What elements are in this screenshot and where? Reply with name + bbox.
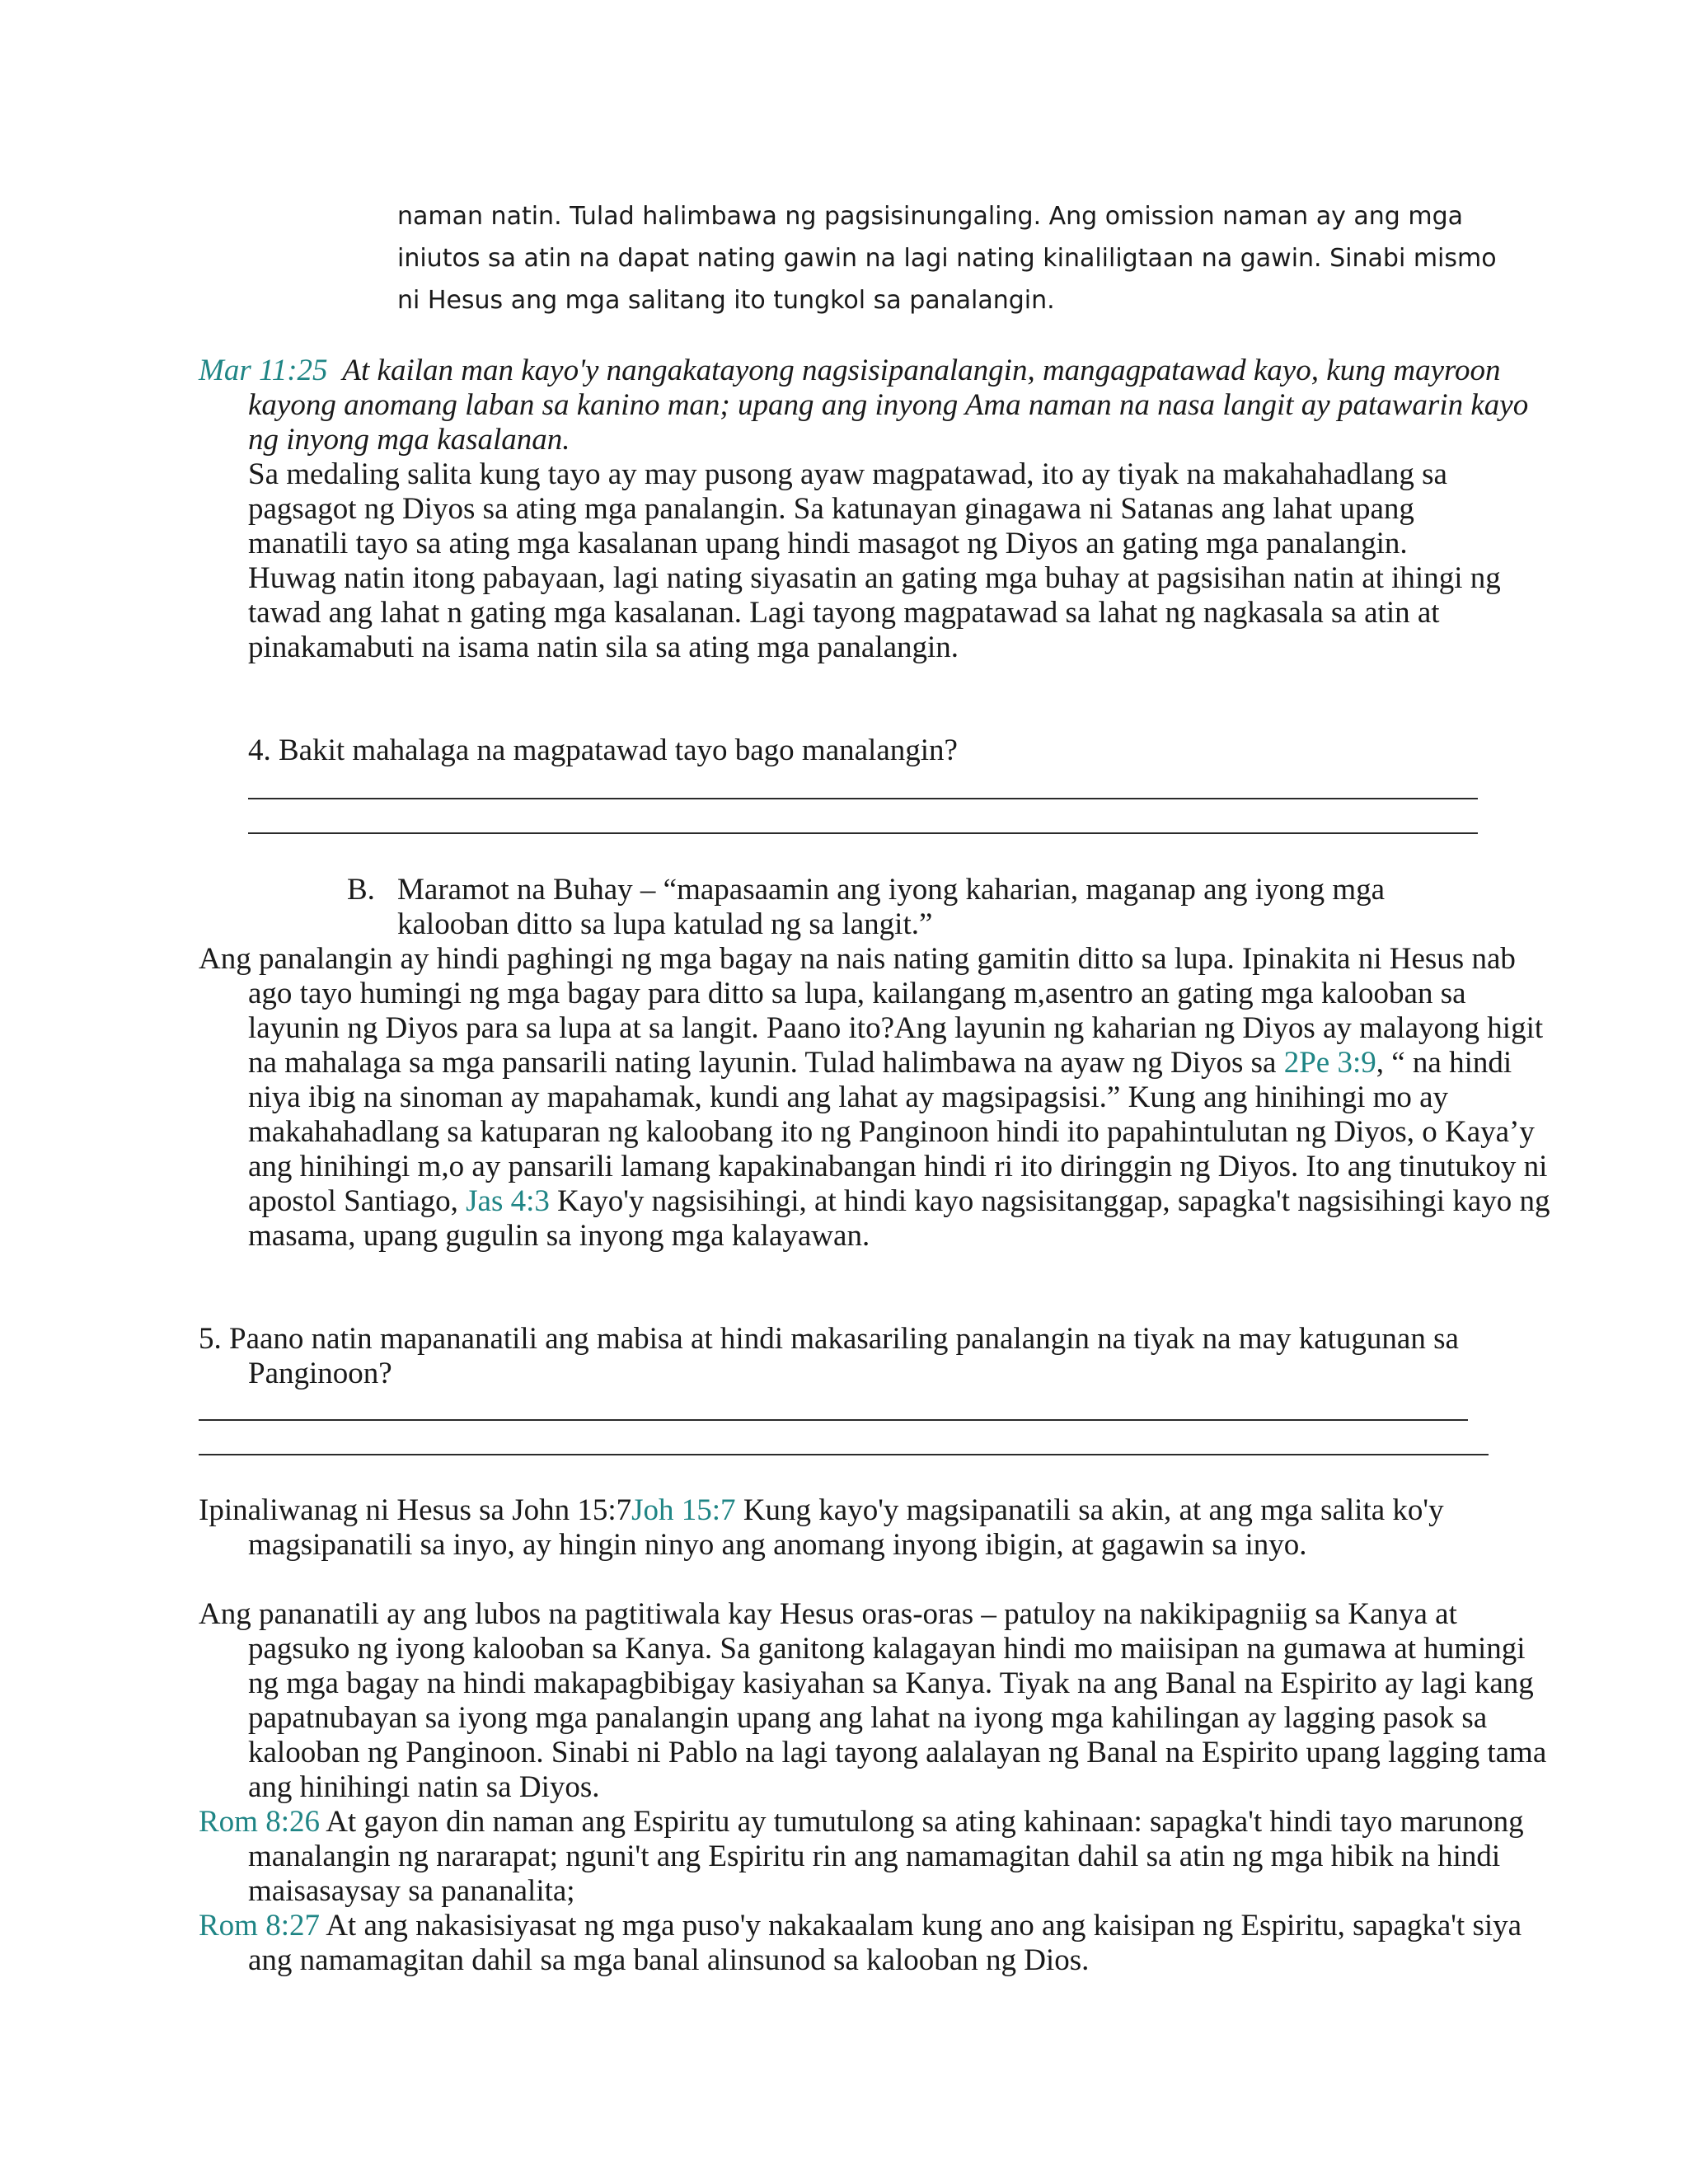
answer-line-q4-2[interactable] — [248, 832, 1478, 834]
answer-line-q5-1[interactable] — [199, 1419, 1468, 1421]
reference-jas-4-3[interactable]: Jas 4:3 — [466, 1184, 550, 1218]
section-b-heading: Maramot na Buhay – “mapasaamin ang iyong kaharian, maganap ang iyong mga kalooban ditto sa lupa katulad ng sa langit.” — [397, 873, 1386, 941]
reference-rom-8-27[interactable]: Rom 8:27 — [199, 1909, 320, 1943]
question-4: 4. Bakit mahalaga na magpatawad tayo bago manalangin? — [248, 733, 958, 767]
answer-line-q5-2[interactable] — [199, 1454, 1489, 1455]
intro-paragraph — [397, 195, 1551, 321]
paragraph-abiding: Ang pananatili ay ang lubos na pagtitiwala kay Hesus oras-oras – patuloy na nakikipagniig sa Kanya at pagsuko ng iyong kalooban sa Kanya. Sa ganitong kalagayan hindi mo maiisipan na gumawa at humingi ng mga bagay na hindi makapagbibigay kasiyahan sa Kanya. Tiyak na ang Banal na Espirito ay lagi kang papatnubayan sa iyong mga panalangin upang ang lahat na iyong mga kahilingan ay lagging pasok sa kalooban ng Panginoon. Sinabi ni Pablo na lagi tayong aalalayan ng Banal na Espirito upang lagging tama ang hinihingi natin sa Diyos. — [199, 1597, 1547, 1804]
question-5: 5. Paano natin mapananatili ang mabisa at hindi makasariling panalangin na tiyak na may katugunan sa Panginoon? — [199, 1322, 1459, 1390]
verse-reference-mark[interactable]: Mar 11:25 — [199, 354, 328, 387]
paragraph-john-15-7 — [199, 1493, 1550, 1563]
kingdom-text-2: , “ na hindi niya ibig na sinoman ay mapahamak, kundi ang lahat ay magsipagsisi.” Kung ang hinihingi mo ay makahahadlang sa katuparan ng kaloobang ito ng Panginoon hindi ito papahintulutan ng Diyos, o Kaya’y ang hinihingi m,o ay pansarili lamang kapakinabangan hindi ri ito diringgin ng Diyos. Ito ang tinutukoy ni apostol Santiago, — [248, 1046, 1548, 1218]
reference-rom-8-26[interactable]: Rom 8:26 — [199, 1805, 320, 1839]
reference-joh-15-7[interactable]: Joh 15:7 — [631, 1493, 736, 1527]
answer-line-q4-1[interactable] — [248, 798, 1478, 799]
kingdom-text-1: Ang panalangin ay hindi paghingi ng mga bagay na nais nating gamitin ditto sa lupa. Ipinakita ni Hesus nab ago tayo humingi ng mga bagay para ditto sa lupa, kailangang m,asentro an gating mga kalooban sa layunin ng Diyos para sa lupa at sa langit. Paano ito?Ang layunin ng kaharian ng Diyos ay malayong higit na mahalaga sa mga pansarili nating layunin. Tulad halimbawa na ayaw ng Diyos sa — [199, 942, 1544, 1080]
john-intro-text: Ipinaliwanag ni Hesus sa John 15:7 — [199, 1493, 632, 1527]
verse-text-rom-8-27: At ang nakasisiyasat ng mga puso'y nakakaalam kung ano ang kaisipan ng Espiritu, sapagka't siya ang namamagitan dahil sa mga banal alinsunod sa kalooban ng Dios. — [248, 1909, 1522, 1977]
paragraph-kingdom — [199, 942, 1550, 1254]
john-verse-text: Kung kayo'y magsipanatili sa akin, at ang mga salita ko'y magsipanatili sa inyo, ay hingin ninyo ang anomang inyong ibigin, at gagawin sa inyo. — [248, 1493, 1444, 1562]
verse-rom-8-27 — [199, 1909, 1550, 1978]
kingdom-text-3: Kayo'y nagsisihingi, at hindi kayo nagsisitanggap, sapagka't nagsisihingi kayo ng masama, upang gugulin sa inyong mga kalayawan. — [248, 1184, 1550, 1253]
verse-text-rom-8-26: At gayon din naman ang Espiritu ay tumutulong sa ating kahinaan: sapagka't hindi tayo marunong manalangin ng nararapat; nguni't ang Espiritu rin ang namamagitan dahil sa atin ng mga hibik na hindi maisasaysay sa pananalita; — [248, 1805, 1524, 1908]
section-b-marker: B. — [347, 873, 375, 907]
verse-text-mark: At kailan man kayo'y nangakatayong nagsisipanalangin, mangagpatawad kayo, kung mayroon kayong anomang laban sa kanino man; upang ang inyong Ama naman na nasa langit ay patawarin kayo ng inyong mga kasalanan. — [248, 354, 1529, 457]
intro-line-1: naman natin. Tulad halimbawa ng pagsisinungaling. Ang omission naman ay ang mga — [397, 202, 1464, 231]
intro-line-3: ni Hesus ang mga salitang ito tungkol sa panalangin. — [397, 286, 1055, 315]
verse-rom-8-26 — [199, 1805, 1550, 1909]
paragraph-forgiveness: Sa medaling salita kung tayo ay may pusong ayaw magpatawad, ito ay tiyak na makahahadlang sa pagsagot ng Diyos sa ating mga panalangin. Sa katunayan ginagawa ni Satanas ang lahat upang manatili tayo sa ating mga kasalanan upang hindi masagot ng Diyos an gating mga panalangin. Huwag natin itong pabayaan, lagi nating siyasatin an gating mga buhay at pagsisihan natin at ihingi ng tawad ang lahat n gating mga kasalanan. Lagi tayong magpatawad sa lahat ng nagkasala sa atin at pinakamabuti na isama natin sila sa ating mga panalangin. — [248, 457, 1501, 664]
reference-2pe-3-9[interactable]: 2Pe 3:9 — [1283, 1046, 1376, 1080]
intro-line-2: iniutos sa atin na dapat nating gawin na lagi nating kinaliligtaan na gawin. Sinabi mismo — [397, 244, 1497, 273]
verse-mark-11-25 — [199, 354, 1550, 457]
